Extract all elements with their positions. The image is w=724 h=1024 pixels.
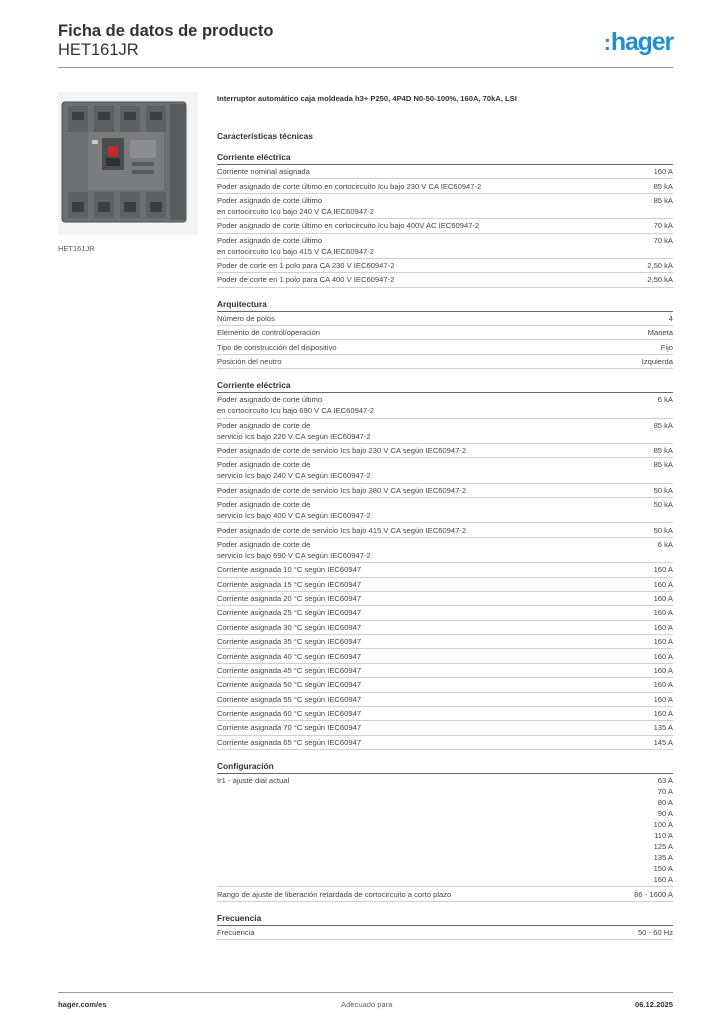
- spec-label: Corriente asignada 30 °C según IEC60947: [217, 622, 362, 632]
- spec-value: Izquierda: [641, 356, 673, 366]
- spec-label: Poder asignado de corte último en cortocircuito Icu bajo 415 V CA IEC60947-2: [217, 235, 375, 256]
- spec-value: 160 A: [653, 608, 673, 618]
- spec-group-title: Frecuencia: [217, 912, 673, 926]
- spec-row: [217, 592, 673, 606]
- spec-group-title: Configuración: [217, 760, 673, 774]
- spec-value: 160 A: [653, 637, 673, 647]
- logo-text: hager: [610, 28, 673, 56]
- spec-row: [217, 926, 673, 940]
- product-code: HET161JR: [58, 41, 139, 59]
- spec-label: Poder asignado de corte último en cortocircuito Icu bajo 400V AC IEC60947-2: [217, 221, 480, 231]
- spec-group: [217, 151, 673, 288]
- spec-value: 160 A: [653, 665, 673, 675]
- spec-label: Corriente asignada 45 °C según IEC60947: [217, 665, 362, 675]
- spec-row: [217, 523, 673, 537]
- spec-row: [217, 635, 673, 649]
- spec-row: [217, 484, 673, 498]
- spec-label: Poder asignado de corte de servicio Ics bajo 400 V CA según IEC60947-2: [217, 500, 371, 521]
- spec-label: Posición del neutro: [217, 356, 282, 366]
- page-footer: [58, 992, 673, 1012]
- spec-label: Poder asignado de corte de servicio Ics bajo 240 V CA según IEC60947-2: [217, 460, 371, 481]
- spec-row: [217, 498, 673, 523]
- spec-label: Corriente asignada 25 °C según IEC60947: [217, 608, 362, 618]
- spec-value: 135 A: [653, 723, 673, 733]
- spec-value: 85 kA: [653, 446, 673, 456]
- spec-row: [217, 340, 673, 354]
- spec-label: Tipo de construcción del dispositivo: [217, 342, 337, 352]
- spec-row: [217, 234, 673, 259]
- spec-value: 160 A: [653, 709, 673, 719]
- spec-group-title: Corriente eléctrica: [217, 151, 673, 165]
- spec-row: [217, 538, 673, 563]
- spec-row: [217, 707, 673, 721]
- spec-value: 160 A: [653, 594, 673, 604]
- footer-date: 06.12.2025: [634, 1000, 673, 1009]
- spec-value: 160 A: [653, 579, 673, 589]
- image-caption: HET161JR: [58, 244, 95, 253]
- spec-label: Ir1 - ajuste dial actual: [217, 776, 290, 786]
- spec-value: 50 kA: [653, 500, 673, 510]
- spec-value: Fijo: [660, 342, 673, 352]
- spec-label: Elemento de control/operación: [217, 328, 321, 338]
- spec-content: [217, 94, 673, 940]
- spec-value: 6 kA: [657, 395, 673, 405]
- spec-value: 160 A: [653, 694, 673, 704]
- spec-row: [217, 179, 673, 193]
- spec-label: Corriente asignada 65 °C según IEC60947: [217, 737, 362, 747]
- spec-value: 50 kA: [653, 525, 673, 535]
- hager-logo: :hager: [603, 28, 673, 56]
- spec-group-title: Corriente eléctrica: [217, 379, 673, 393]
- spec-row: [217, 165, 673, 179]
- spec-value: 85 kA: [653, 460, 673, 470]
- footer-website: hager.com/es: [58, 1000, 107, 1009]
- spec-label: Poder de corte en 1 polo para CA 230 V IEC60947-2: [217, 261, 395, 271]
- spec-row: [217, 444, 673, 458]
- circuit-breaker-illustration: [58, 92, 198, 235]
- spec-row: [217, 194, 673, 219]
- spec-row: [217, 563, 673, 577]
- page-title: Ficha de datos de producto: [58, 22, 274, 40]
- spec-row: [217, 312, 673, 326]
- spec-group: [217, 912, 673, 940]
- spec-group-title: Arquitectura: [217, 298, 673, 312]
- spec-row: [217, 649, 673, 663]
- spec-label: Poder asignado de corte de servicio Ics bajo 230 V CA según IEC60947-2: [217, 446, 467, 456]
- spec-row: [217, 664, 673, 678]
- spec-value: 160 A: [653, 622, 673, 632]
- spec-value: 70 kA: [653, 221, 673, 231]
- product-image: [58, 92, 198, 235]
- spec-value: 6 kA: [657, 539, 673, 549]
- spec-row: [217, 578, 673, 592]
- spec-row: [217, 736, 673, 750]
- spec-row: [217, 774, 673, 887]
- spec-value: 50 - 60 Hz: [637, 927, 673, 937]
- spec-label: Poder asignado de corte último en cortocircuito Icu bajo 230 V CA IEC60947-2: [217, 181, 482, 191]
- spec-value: 70 kA: [653, 235, 673, 245]
- spec-value: 145 A: [653, 737, 673, 747]
- spec-value: Maneta: [647, 328, 673, 338]
- spec-row: [217, 419, 673, 444]
- spec-row: [217, 326, 673, 340]
- spec-group: [217, 760, 673, 902]
- spec-label: Corriente asignada 20 °C según IEC60947: [217, 594, 362, 604]
- spec-groups: [217, 151, 673, 940]
- spec-label: Número de polos: [217, 313, 275, 323]
- spec-value: 63 A 70 A 80 A 90 A 100 A 110 A 125 A 135 A 150 A 160 A: [653, 776, 673, 885]
- spec-label: Corriente asignada 10 °C según IEC60947: [217, 565, 362, 575]
- spec-label: Poder asignado de corte de servicio Ics bajo 380 V CA según IEC60947-2: [217, 485, 467, 495]
- spec-label: Corriente asignada 70 °C según IEC60947: [217, 723, 362, 733]
- spec-value: 2,50 kA: [647, 275, 673, 285]
- spec-label: Corriente nominal asignada: [217, 167, 310, 177]
- spec-label: Corriente asignada 15 °C según IEC60947: [217, 579, 362, 589]
- spec-row: [217, 393, 673, 418]
- spec-value: 160 A: [653, 565, 673, 575]
- spec-value: 160 A: [653, 167, 673, 177]
- page-header: [58, 22, 673, 68]
- spec-label: Poder asignado de corte último en cortocircuito Icu bajo 690 V CA IEC60947-2: [217, 395, 375, 416]
- spec-row: [217, 219, 673, 233]
- spec-value: 2,50 kA: [647, 261, 673, 271]
- spec-label: Corriente asignada 60 °C según IEC60947: [217, 709, 362, 719]
- spec-label: Corriente asignada 50 °C según IEC60947: [217, 680, 362, 690]
- spec-row: [217, 273, 673, 287]
- product-description: Interruptor automático caja moldeada h3+ P250, 4P4D N0-50-100%, 160A, 70kA, LSI: [217, 94, 517, 103]
- spec-value: 85 kA: [653, 195, 673, 205]
- spec-label: Corriente asignada 40 °C según IEC60947: [217, 651, 362, 661]
- spec-row: [217, 606, 673, 620]
- spec-label: Corriente asignada 55 °C según IEC60947: [217, 694, 362, 704]
- spec-label: Poder asignado de corte de servicio Ics bajo 220 V CA según IEC60947-2: [217, 420, 371, 441]
- spec-label: Frecuencia: [217, 927, 255, 937]
- spec-row: [217, 458, 673, 483]
- spec-label: Poder asignado de corte de servicio Ics bajo 415 V CA según IEC60947-2: [217, 525, 467, 535]
- spec-group: [217, 298, 673, 370]
- spec-row: [217, 721, 673, 735]
- spec-value: 50 kA: [653, 485, 673, 495]
- spec-value: 4: [668, 313, 673, 323]
- spec-value: 86 - 1600 A: [634, 889, 673, 899]
- spec-label: Rango de ajuste de liberación retardada de cortocircuito a corto plazo: [217, 889, 452, 899]
- spec-label: Poder asignado de corte de servicio Ics bajo 690 V CA según IEC60947-2: [217, 539, 371, 560]
- spec-row: [217, 355, 673, 369]
- spec-value: 85 kA: [653, 420, 673, 430]
- spec-row: [217, 693, 673, 707]
- spec-label: Poder de corte en 1 polo para CA 400 V IEC60947-2: [217, 275, 395, 285]
- spec-group: [217, 379, 673, 750]
- spec-value: 160 A: [653, 651, 673, 661]
- technical-characteristics-heading: Características técnicas: [217, 131, 313, 141]
- spec-row: [217, 259, 673, 273]
- spec-value: 85 kA: [653, 181, 673, 191]
- spec-label: Poder asignado de corte último en cortocircuito Icu bajo 240 V CA IEC60947-2: [217, 195, 375, 216]
- spec-row: [217, 887, 673, 901]
- footer-note: Adecuado para: [341, 1000, 393, 1009]
- spec-row: [217, 621, 673, 635]
- spec-row: [217, 678, 673, 692]
- spec-value: 160 A: [653, 680, 673, 690]
- spec-label: Corriente asignada 35 °C según IEC60947: [217, 637, 362, 647]
